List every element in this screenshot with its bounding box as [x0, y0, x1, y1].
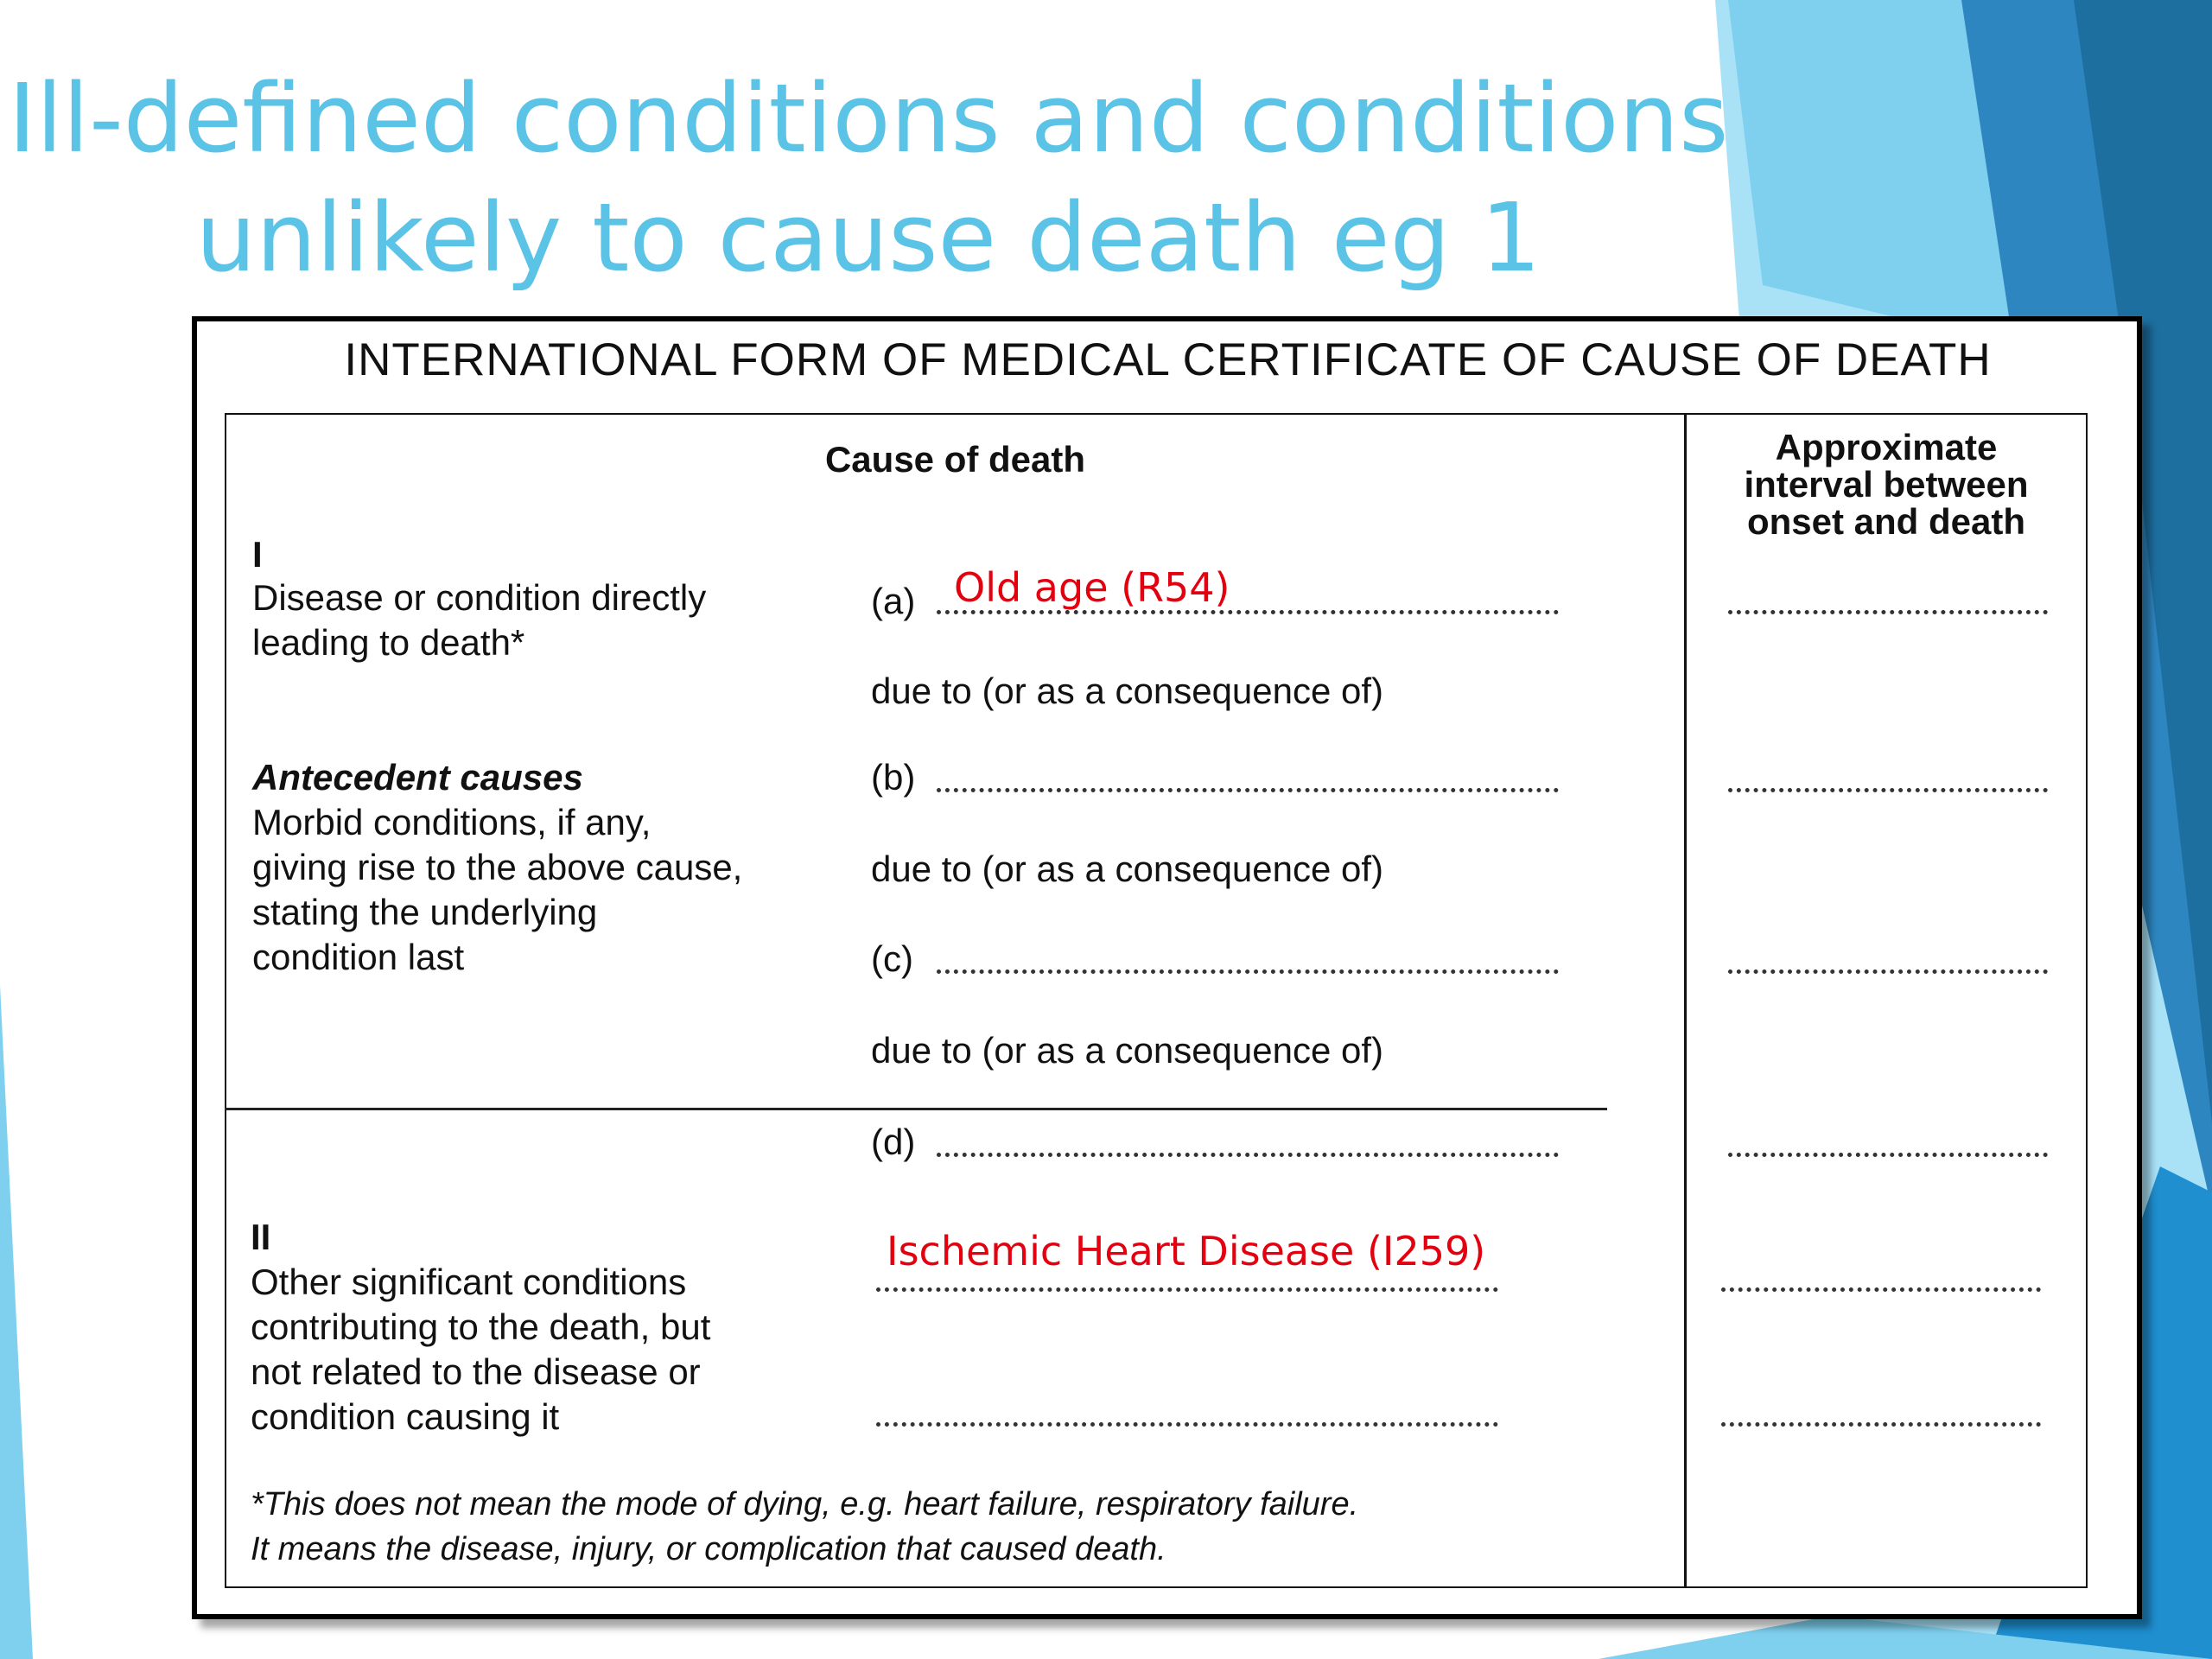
part-2-description-line-2: contributing to the death, but: [251, 1306, 711, 1347]
line-d-interval-field[interactable]: [1728, 1153, 2048, 1157]
slide-title-line-1: Ill-defined conditions and conditions: [8, 63, 1729, 174]
line-c-label: (c): [871, 938, 913, 979]
antecedent-description-line-4: condition last: [252, 937, 465, 977]
part-2-description-line-4: condition causing it: [251, 1396, 560, 1437]
line-b-label: (b): [871, 757, 916, 798]
line-a-entry: Old age (R54): [954, 564, 1230, 611]
part-2-field-2[interactable]: [876, 1422, 1498, 1427]
line-a-label: (a): [871, 581, 916, 621]
line-b-field[interactable]: [937, 788, 1559, 792]
certificate-title: INTERNATIONAL FORM OF MEDICAL CERTIFICATE OF CAUSE OF DEATH: [344, 334, 1992, 385]
interval-header-line-3: onset and death: [1746, 501, 2026, 542]
line-a-interval-field[interactable]: [1728, 610, 2048, 614]
line-d-label: (d): [871, 1122, 916, 1162]
line-c-field[interactable]: [937, 969, 1559, 974]
part-divider: [225, 1108, 1607, 1110]
death-certificate-form: [192, 316, 2142, 1619]
part-2-description-line-3: not related to the disease or: [251, 1351, 701, 1392]
due-to-1: due to (or as a consequence of): [871, 671, 1384, 711]
slide-title-line-2: unlikely to cause death eg 1: [195, 182, 1541, 293]
antecedent-description-line-1: Morbid conditions, if any,: [252, 802, 652, 842]
part-1-marker: I: [252, 534, 263, 575]
part-1-description-line-2: leading to death*: [252, 622, 525, 663]
interval-header: [1687, 429, 2086, 540]
part-2-description-line-1: Other significant conditions: [251, 1262, 687, 1302]
due-to-3: due to (or as a consequence of): [871, 1030, 1384, 1071]
part-2-entry: Ischemic Heart Disease (I259): [887, 1228, 1486, 1274]
part-2-marker: II: [251, 1217, 271, 1257]
cause-of-death-header: Cause of death: [824, 439, 1086, 480]
part-2-field-1[interactable]: [876, 1287, 1498, 1292]
line-d-field[interactable]: [937, 1153, 1559, 1157]
antecedent-description-line-2: giving rise to the above cause,: [252, 847, 743, 887]
antecedent-causes-heading: Antecedent causes: [252, 757, 583, 798]
antecedent-description-line-3: stating the underlying: [252, 892, 598, 932]
footnote-line-1: *This does not mean the mode of dying, e.g. heart failure, respiratory failure.: [251, 1486, 1359, 1522]
part-2-interval-field-2[interactable]: [1721, 1422, 2041, 1427]
footnote-line-2: It means the disease, injury, or complication that caused death.: [251, 1531, 1166, 1567]
line-b-interval-field[interactable]: [1728, 788, 2048, 792]
interval-header-line-2: interval between: [1744, 464, 2029, 505]
part-1-description-line-1: Disease or condition directly: [252, 577, 707, 618]
column-divider: [1684, 415, 1687, 1586]
line-c-interval-field[interactable]: [1728, 969, 2048, 974]
part-2-interval-field-1[interactable]: [1721, 1287, 2041, 1292]
due-to-2: due to (or as a consequence of): [871, 849, 1384, 889]
interval-header-line-1: Approximate: [1775, 427, 1998, 467]
